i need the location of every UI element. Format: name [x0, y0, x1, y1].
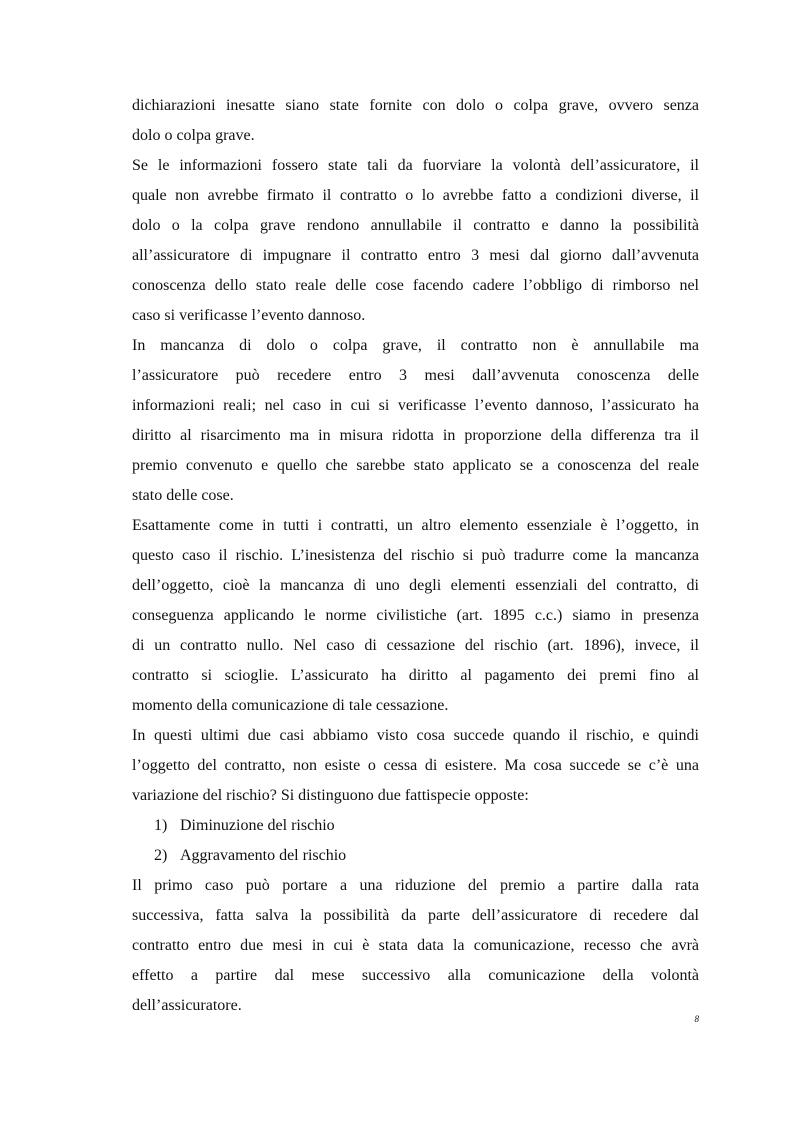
text-line: questo caso il rischio. L’inesistenza del rischio si può tradurre come la mancanza: [132, 547, 699, 564]
text-line: successiva, fatta salva la possibilità da parte dell’assicuratore di recedere dal: [132, 907, 699, 924]
text-line: di un contratto nullo. Nel caso di cessazione del rischio (art. 1896), invece, il: [132, 637, 699, 654]
text-line: Se le informazioni fossero state tali da fuorviare la volontà dell’assicuratore, il: [132, 157, 699, 174]
text-line: l’assicuratore può recedere entro 3 mesi dall’avvenuta conoscenza delle: [132, 367, 699, 384]
text-line: caso si verificasse l’evento dannoso.: [132, 307, 366, 324]
list-item-number: 2): [154, 847, 168, 864]
list-item-text: Aggravamento del rischio: [180, 847, 347, 864]
text-line: l’oggetto del contratto, non esiste o cessa di esistere. Ma cosa succede se c’è una: [132, 757, 699, 774]
text-line: Esattamente come in tutti i contratti, un altro elemento essenziale è l’oggetto, in: [132, 517, 699, 534]
text-line: contratto si scioglie. L’assicurato ha diritto al pagamento dei premi fino al: [132, 667, 699, 684]
text-line: all’assicuratore di impugnare il contratto entro 3 mesi dal giorno dall’avvenuta: [132, 247, 699, 264]
text-line: conoscenza dello stato reale delle cose facendo cadere l’obbligo di rimborso nel: [132, 277, 699, 294]
page-number: 8: [694, 1014, 699, 1024]
list-item: [154, 846, 346, 866]
text-line: dolo o la colpa grave rendono annullabile il contratto e danno la possibilità: [132, 217, 699, 234]
text-line: effetto a partire dal mese successivo alla comunicazione della volontà: [132, 967, 699, 984]
text-line: premio convenuto e quello che sarebbe stato applicato se a conoscenza del reale: [132, 457, 699, 474]
text-line: dichiarazioni inesatte siano state fornite con dolo o colpa grave, ovvero senza: [132, 97, 699, 114]
text-line: dell’oggetto, cioè la mancanza di uno degli elementi essenziali del contratto, di: [132, 577, 699, 594]
text-line: In questi ultimi due casi abbiamo visto cosa succede quando il rischio, e quindi: [132, 727, 699, 744]
text-line: diritto al risarcimento ma in misura ridotta in proporzione della differenza tra il: [132, 427, 699, 444]
text-line: In mancanza di dolo o colpa grave, il contratto non è annullabile ma: [132, 337, 699, 354]
list-item: [154, 816, 335, 836]
text-line: conseguenza applicando le norme civilistiche (art. 1895 c.c.) siamo in presenza: [132, 607, 699, 624]
text-line: dolo o colpa grave.: [132, 127, 255, 144]
list-item-text: Diminuzione del rischio: [180, 817, 335, 834]
text-line: dell’assicuratore.: [132, 997, 242, 1014]
text-line: quale non avrebbe firmato il contratto o lo avrebbe fatto a condizioni diverse, il: [132, 187, 699, 204]
text-line: stato delle cose.: [132, 487, 234, 504]
text-line: contratto entro due mesi in cui è stata data la comunicazione, recesso che avrà: [132, 937, 699, 954]
text-line: momento della comunicazione di tale cessazione.: [132, 697, 449, 714]
text-line: variazione del rischio? Si distinguono due fattispecie opposte:: [132, 787, 529, 804]
text-line: informazioni reali; nel caso in cui si verificasse l’evento dannoso, l’assicurato ha: [132, 397, 699, 414]
list-item-number: 1): [154, 817, 168, 834]
text-line: Il primo caso può portare a una riduzione del premio a partire dalla rata: [132, 877, 699, 894]
